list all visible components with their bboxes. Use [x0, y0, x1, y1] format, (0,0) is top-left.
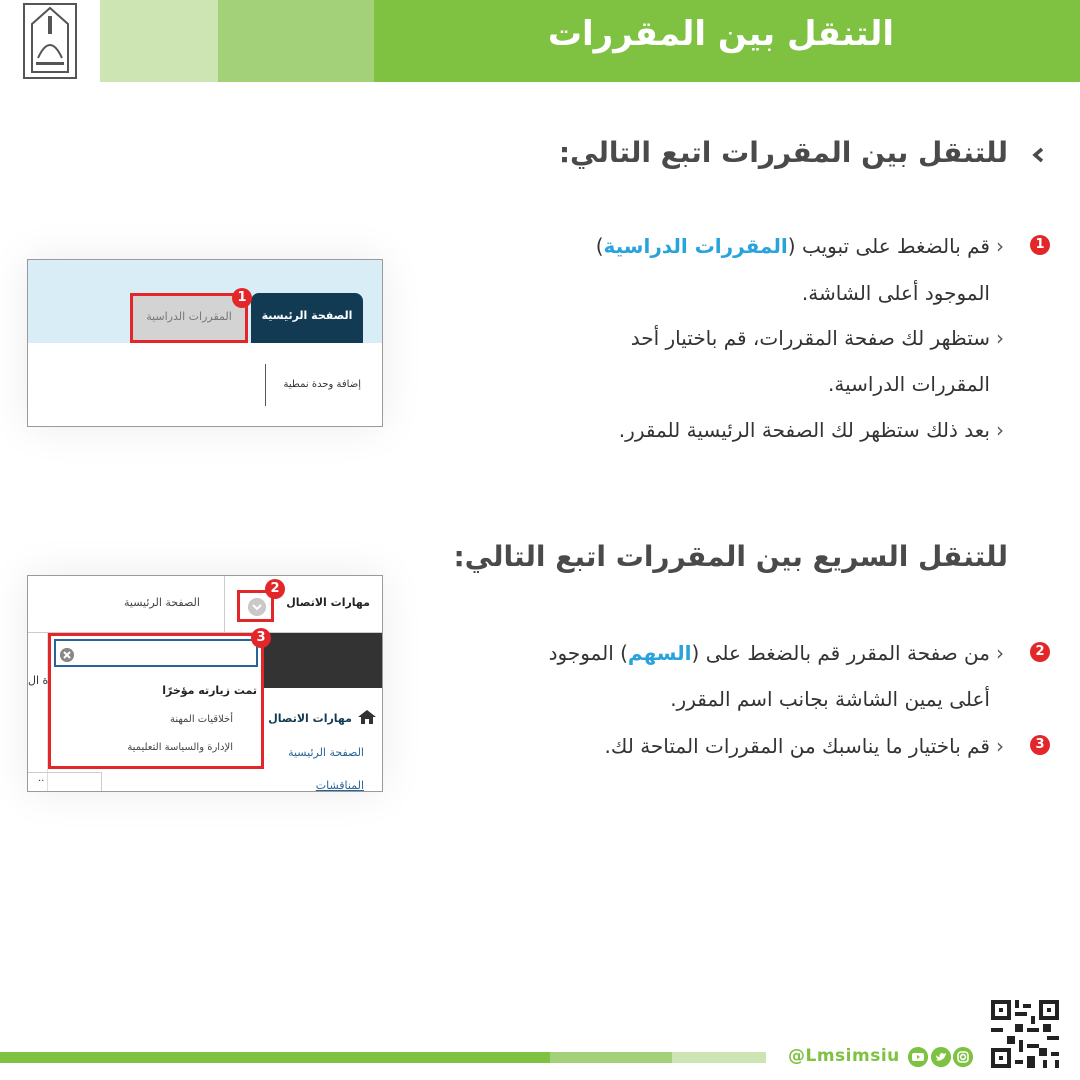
footer-band-mid	[550, 1052, 672, 1063]
footer-band-dark	[0, 1052, 550, 1063]
recent-course-item[interactable]: أخلاقيات المهنة	[170, 714, 233, 725]
step-badge-1: 1	[1030, 235, 1050, 255]
bullet-arrow-icon: ›	[996, 641, 1004, 665]
step-badge-3: 3	[1030, 735, 1050, 755]
recent-course-item[interactable]: الإدارة والسياسة التعليمية	[127, 742, 233, 753]
clear-icon[interactable]	[60, 648, 74, 662]
left-bottom-cell: ..	[28, 772, 102, 792]
step-badge-2: 2	[1030, 642, 1050, 662]
header-band-mid	[218, 0, 374, 82]
header-band-light	[100, 0, 218, 82]
university-logo-icon	[22, 2, 78, 80]
tab-home[interactable]: الصفحة الرئيسية	[251, 293, 363, 343]
qr-code-icon	[991, 1000, 1059, 1068]
section1-line2: الموجود أعلى الشاشة.	[801, 281, 990, 305]
chevron-down-icon[interactable]	[248, 598, 266, 616]
left-strip-text: ة ال	[28, 674, 49, 687]
screenshot-badge-3: 3	[251, 628, 271, 648]
tab-courses[interactable]: المقررات الدراسية	[130, 293, 248, 343]
home-icon	[358, 710, 376, 724]
section1-line1: قم بالضغط على تبويب (المقررات الدراسية)	[595, 234, 990, 258]
bullet-arrow-icon: ›	[996, 734, 1004, 758]
screenshot-badge-1: 1	[232, 288, 252, 308]
youtube-icon[interactable]	[908, 1047, 928, 1067]
highlight-arrow: السهم	[627, 641, 692, 665]
screenshot-badge-2: 2	[265, 579, 285, 599]
course-name: مهارات الاتصال	[286, 596, 370, 609]
course-search-input[interactable]	[54, 639, 258, 667]
sidebar-course-title: مهارات الاتصال	[268, 712, 352, 725]
sidebar-item-home[interactable]: الصفحة الرئيسية	[288, 746, 364, 759]
instagram-icon[interactable]	[953, 1047, 973, 1067]
highlight-courses-tab: المقررات الدراسية	[603, 234, 788, 258]
bullet-arrow-icon: ›	[996, 326, 1004, 350]
section2-heading: للتنقل السريع بين المقررات اتبع التالي:	[453, 540, 1008, 573]
bullet-arrow-icon: ›	[996, 234, 1004, 258]
divider	[224, 576, 225, 633]
section1-line4: المقررات الدراسية.	[827, 372, 990, 396]
screenshot-quick-nav	[27, 575, 383, 792]
page-title: التنقل بين المقررات	[547, 14, 894, 54]
bullet-arrow-icon: ›	[996, 418, 1004, 442]
section2-line3: قم باختيار ما يناسبك من المقررات المتاحة لك.	[604, 734, 990, 758]
screenshot-tabs	[27, 259, 383, 427]
left-strip	[28, 633, 48, 792]
home-link[interactable]: الصفحة الرئيسية	[124, 596, 200, 609]
recent-title: تمت زيارته مؤخرًا	[162, 684, 257, 697]
twitter-icon[interactable]	[931, 1047, 951, 1067]
section2-line2: أعلى يمين الشاشة بجانب اسم المقرر.	[670, 687, 990, 711]
add-module-link[interactable]: إضافة وحدة نمطية	[265, 364, 361, 406]
logo-container	[0, 0, 100, 82]
footer-band-light	[672, 1052, 766, 1063]
sidebar-item-discussions[interactable]: المناقشات	[315, 779, 364, 792]
section1-heading: للتنقل بين المقررات اتبع التالي:	[558, 136, 1008, 169]
double-chevron-icon	[1030, 146, 1048, 164]
course-dropdown	[48, 633, 264, 769]
section1-line5: بعد ذلك ستظهر لك الصفحة الرئيسية للمقرر.	[618, 418, 990, 442]
section2-line1: من صفحة المقرر قم بالضغط على (السهم) الموجود	[548, 641, 990, 665]
social-handle[interactable]: @Lmsimsiu	[788, 1046, 900, 1066]
section1-line3: ستظهر لك صفحة المقررات، قم باختيار أحد	[630, 326, 990, 350]
header	[0, 0, 1080, 82]
